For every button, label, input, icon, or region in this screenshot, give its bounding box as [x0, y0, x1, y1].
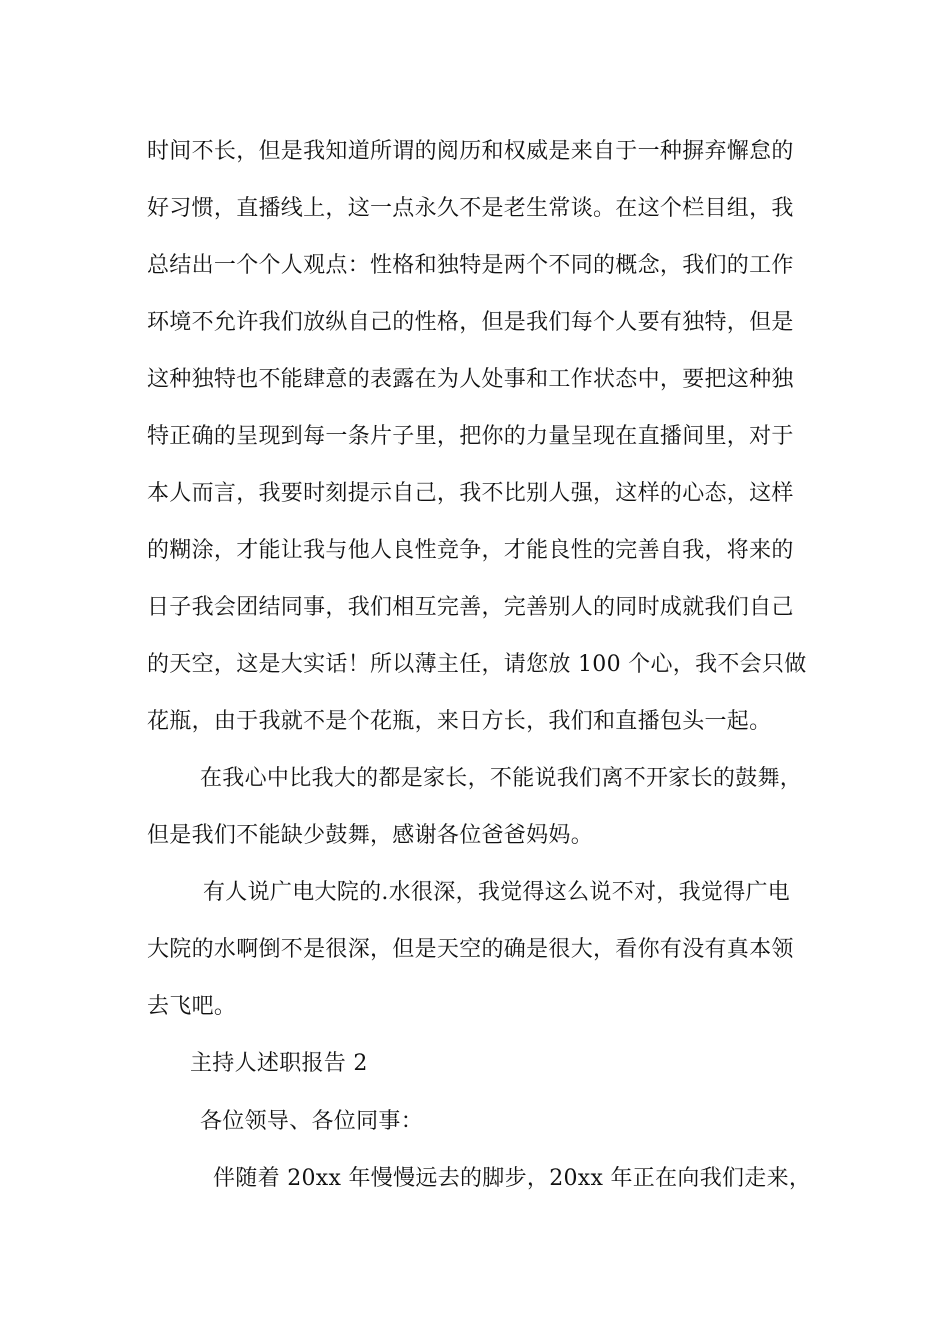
body-line: 特正确的呈现到每一条片子里，把你的力量呈现在直播间里，对于 [147, 424, 794, 449]
body-line: 的糊涂，才能让我与他人良性竞争，才能良性的完善自我，将来的 [147, 538, 794, 563]
paragraph-start-line: 有人说广电大院的.水很深，我觉得这么说不对，我觉得广电 [203, 880, 791, 905]
body-line: 总结出一个个人观点：性格和独特是两个不同的概念，我们的工作 [147, 253, 794, 278]
salutation-line: 各位领导、各位同事： [200, 1109, 424, 1134]
body-line: 日子我会团结同事，我们相互完善，完善别人的同时成就我们自己 [147, 595, 794, 620]
paragraph-start-line: 在我心中比我大的都是家长，不能说我们离不开家长的鼓舞， [200, 766, 803, 791]
body-line: 大院的水啊倒不是很深，但是天空的确是很大，看你有没有真本领 [147, 937, 794, 962]
body-line: 好习惯，直播线上，这一点永久不是老生常谈。在这个栏目组，我 [147, 196, 794, 221]
body-line: 本人而言，我要时刻提示自己，我不比别人强，这样的心态，这样 [147, 481, 794, 506]
body-line: 这种独特也不能肆意的表露在为人处事和工作状态中，要把这种独 [147, 367, 794, 392]
body-line: 去飞吧。 [147, 994, 237, 1019]
body-line: 但是我们不能缺少鼓舞，感谢各位爸爸妈妈。 [147, 823, 594, 848]
body-line: 的天空，这是大实话！所以薄主任，请您放 100 个心，我不会只做 [147, 652, 807, 677]
section-heading: 主持人述职报告 2 [190, 1051, 368, 1076]
paragraph-start-line: 伴随着 20xx 年慢慢远去的脚步，20xx 年正在向我们走来， [213, 1166, 812, 1191]
body-line: 时间不长，但是我知道所谓的阅历和权威是来自于一种摒弃懈怠的 [147, 139, 794, 164]
body-line: 花瓶，由于我就不是个花瓶，来日方长，我们和直播包头一起。 [147, 709, 772, 734]
body-line: 环境不允许我们放纵自己的性格，但是我们每个人要有独特，但是 [147, 310, 794, 335]
